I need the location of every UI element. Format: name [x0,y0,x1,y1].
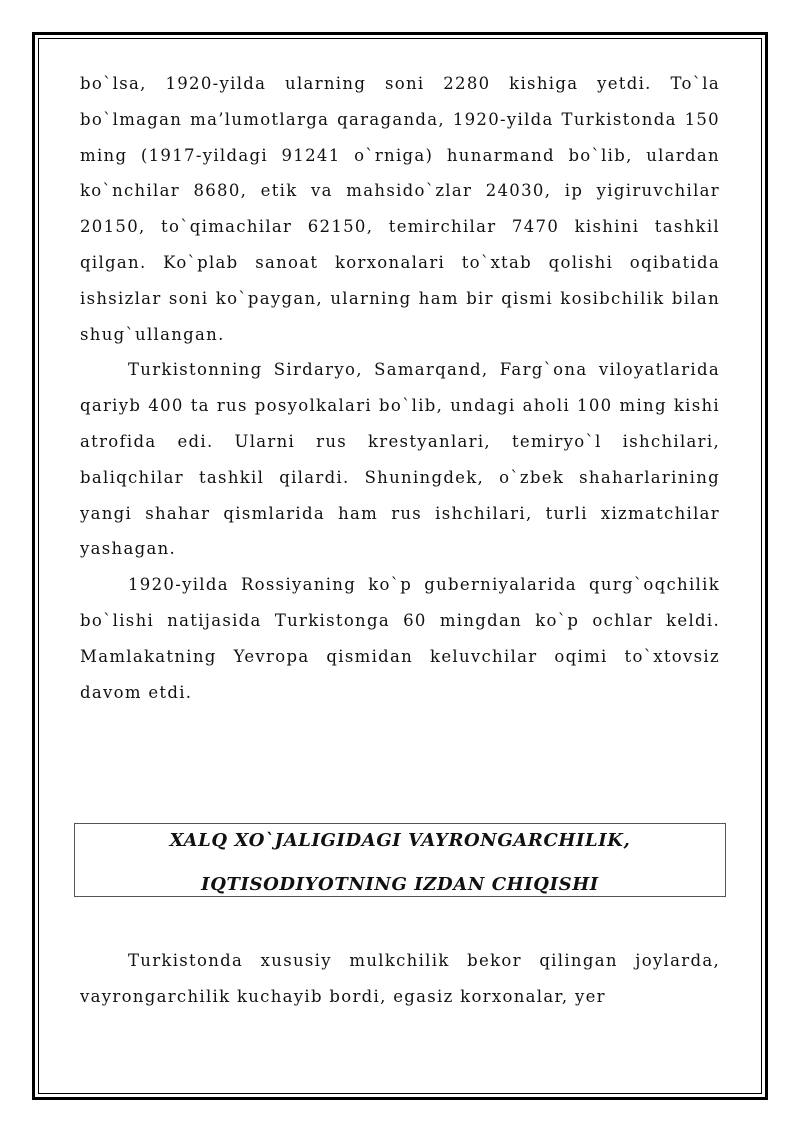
paragraph-4: Turkistonda xususiy mulkchilik bekor qilingan joylarda, vayrongarchilik kuchayib bordi, egasiz korxonalar, yer [80,951,720,1006]
section-heading [74,823,726,897]
paragraph-2: Turkistonning Sirdaryo, Samarqand, Farg`ona viloyatlarida qariyb 400 ta rus posyolkalari bo`lib, undagi aholi 100 ming kishi atrofida edi. Ularni rus krestyanlari, temiryo`l ishchilari, baliqchilar tashkil qilardi. Shuningdek, o`zbek shaharlarining yangi shahar qismlarida ham rus ishchilari, turli xizmatchilar yashagan. [80,360,720,559]
body-text-top [80,66,720,710]
paragraph-1: bo`lsa, 1920-yilda ularning soni 2280 kishiga yetdi. To`la bo`lmagan ma’lumotlarga qaraganda, 1920-yilda Turkistonda 150 ming (1917-yildagi 91241 o`rniga) hunarmand bo`lib, ulardan ko`nchilar 8680, etik va mahsido`zlar 24030, ip yigiruvchilar 20150, to`qimachilar 62150, temirchilar 7470 kishini tashkil qilgan. Ko`plab sanoat korxonalari to`xtab qolishi oqibatida ishsizlar soni ko`paygan, ularning ham bir qismi kosibchilik bilan shug`ullangan. [80,74,720,344]
body-text-bottom [80,943,720,1015]
section-heading-line-2: IQTISODIYOTNING IZDAN CHIQISHI [201,874,599,895]
paragraph-3: 1920-yilda Rossiyaning ko`p guberniyalarida qurg`oqchilik bo`lishi natijasida Turkistonga 60 mingdan ko`p ochlar keldi. Mamlakatning Yevropa qismidan keluvchilar oqimi to`xtovsiz davom etdi. [80,575,720,702]
section-heading-line-1: XALQ XO`JALIGIDAGI VAYRONGARCHILIK, [169,830,631,851]
